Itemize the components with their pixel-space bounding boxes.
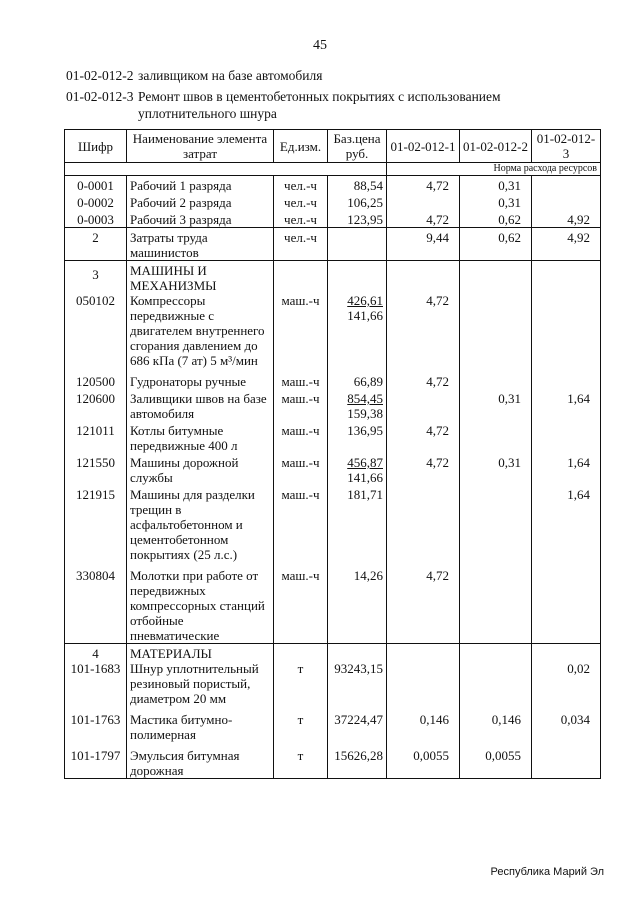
table-row-section: 3 МАШИНЫ И МЕХАНИЗМЫ: [65, 261, 601, 294]
table-row: 0-0002 Рабочий 2 разряда чел.-ч 106,25 0,31: [65, 193, 601, 210]
table-row: 0-0001 Рабочий 1 разряда чел.-ч 88,54 4,72 0,31: [65, 176, 601, 194]
header-col3: 01-02-012-3: [532, 130, 601, 163]
section-line-1: [66, 67, 322, 84]
header-name: Наименование элемента затрат: [127, 130, 274, 163]
table-row: 121011 Котлы битумные передвижные 400 л маш.-ч 136,95 4,72: [65, 421, 601, 453]
table-row: 101-1797 Эмульсия битумная дорожная т 15626,28 0,0055 0,0055: [65, 742, 601, 779]
table-row: 0-0003 Рабочий 3 разряда чел.-ч 123,95 4,72 0,62 4,92: [65, 210, 601, 228]
table-row: 120500 Гудронаторы ручные маш.-ч 66,89 4,72: [65, 368, 601, 389]
header-price: Баз.цена руб.: [328, 130, 387, 163]
line-text: заливщиком на базе автомобиля: [138, 68, 323, 83]
table-row: 101-1683 Шнур уплотнительный резиновый пористый, диаметром 20 мм т 93243,15 0,02: [65, 661, 601, 706]
table-row: 2 Затраты труда машинистов чел.-ч 9,44 0,62 4,92: [65, 228, 601, 261]
header-col1: 01-02-012-1: [387, 130, 460, 163]
table-row: 330804 Молотки при работе от передвижных компрессорных станций отбойные пневматические маш.-ч 14,26 4,72: [65, 562, 601, 644]
resource-norms-table: [64, 129, 601, 779]
line-code: 01-02-012-3: [66, 89, 134, 104]
header-norm: Норма расхода ресурсов: [387, 163, 601, 176]
table-row: 101-1763 Мастика битумно-полимерная т 37224,47 0,146 0,146 0,034: [65, 706, 601, 742]
table-row: 121550 Машины дорожной службы маш.-ч 456,87 141,66 4,72 0,31 1,64: [65, 453, 601, 485]
footer-region: Республика Марий Эл: [490, 866, 604, 878]
table-row-section: 4 МАТЕРИАЛЫ: [65, 644, 601, 662]
table-row: 120600 Заливщики швов на базе автомобиля маш.-ч 854,45 159,38 0,31 1,64: [65, 389, 601, 421]
line-text: Ремонт швов в цементобетонных покрытиях с использованием уплотнительного шнура: [138, 89, 501, 121]
table-row: 050102 Компрессоры передвижные с двигателем внутреннего сгорания давлением до 686 кПа (7 ат) 5 м³/мин маш.-ч 426,61 141,66 4,72: [65, 293, 601, 368]
header-code: Шифр: [65, 130, 127, 163]
page-number: 45: [313, 38, 327, 53]
header-col2: 01-02-012-2: [460, 130, 532, 163]
header-unit: Ед.изм.: [274, 130, 328, 163]
table-row: 121915 Машины для разделки трещин в асфальтобетонном и цементобетонном покрытиях (25 л.с.) маш.-ч 181,71 1,64: [65, 485, 601, 562]
line-code: 01-02-012-2: [66, 68, 134, 83]
section-line-2: [66, 88, 598, 122]
